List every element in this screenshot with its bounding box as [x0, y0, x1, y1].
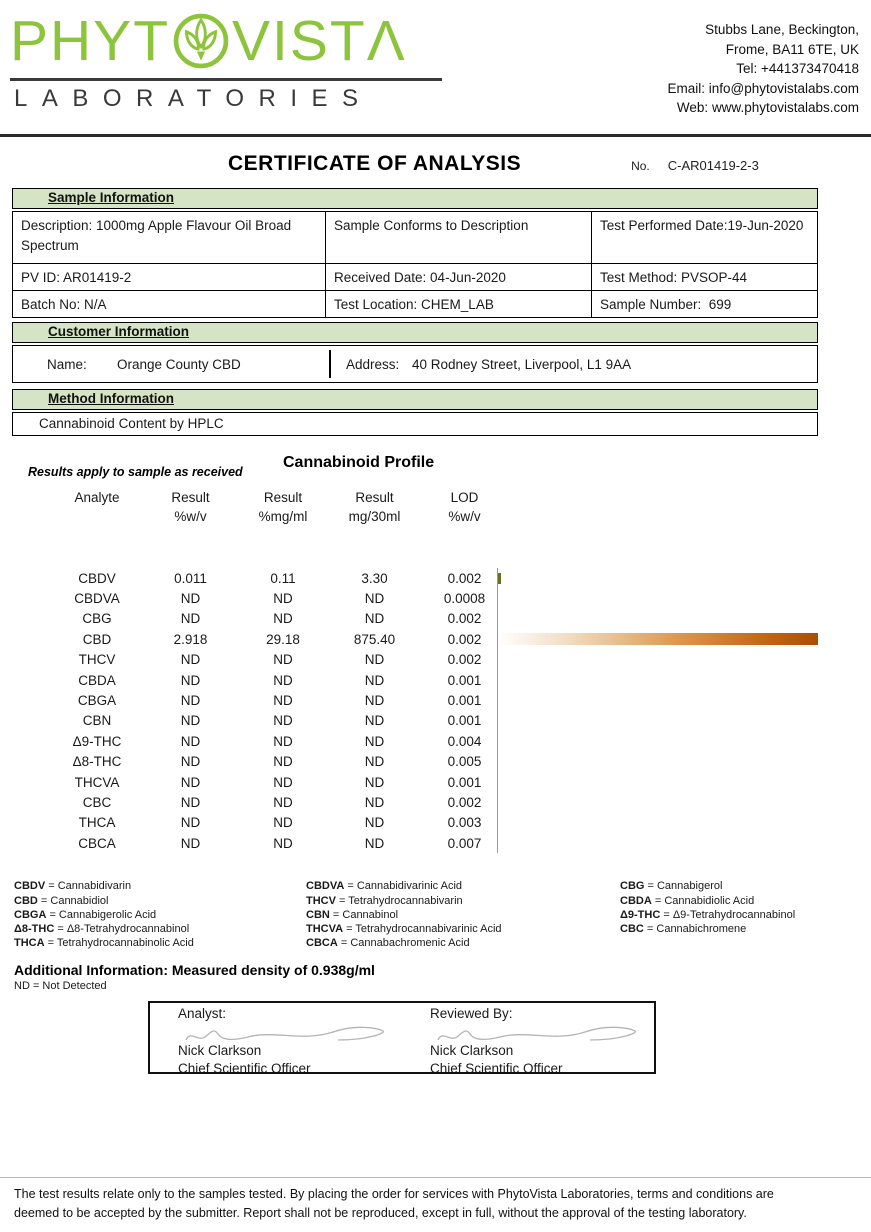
legend-full-name: = Cannabigerol	[644, 880, 723, 893]
analyte-name: THCV	[78, 652, 116, 668]
result-value: 0.007	[447, 835, 482, 851]
legend-abbreviation: CBDVA	[306, 880, 345, 893]
analyte-name: CBC	[82, 794, 112, 810]
results-column-headers	[12, 486, 818, 526]
legend-item	[620, 879, 871, 893]
result-value: ND	[273, 815, 293, 831]
reviewed-by-label: Reviewed By:	[430, 1006, 513, 1022]
results-table-row	[12, 650, 818, 670]
result-bar-track	[497, 650, 818, 670]
result-value: 0.011	[174, 570, 207, 586]
result-value: ND	[180, 774, 201, 790]
legend-item	[620, 894, 871, 908]
result-value: 3.30	[361, 570, 388, 586]
result-value: 0.0008	[443, 591, 486, 607]
legend-abbreviation: THCVA	[306, 923, 344, 936]
analyte-name: CBN	[82, 713, 112, 729]
logo-part-1: PHYT	[10, 9, 171, 73]
result-value: ND	[273, 693, 293, 709]
result-value: ND	[364, 774, 385, 790]
result-value: ND	[364, 794, 385, 810]
pv-id-cell: PV ID: AR01419-2	[13, 263, 326, 290]
logo-part-3: Λ	[366, 9, 407, 73]
result-value: ND	[364, 835, 385, 851]
result-bar	[498, 633, 818, 645]
legend-full-name: = Δ9-Tetrahydrocannabinol	[660, 908, 796, 921]
legend-full-name: = Tetrahydrocannabivarinic Acid	[343, 923, 502, 936]
result-value: ND	[273, 713, 293, 729]
legend-item	[620, 908, 871, 922]
method-information-section	[12, 389, 818, 436]
result-bar-track	[497, 833, 818, 853]
column-header-analyte	[12, 486, 144, 526]
sample-information-section	[12, 188, 818, 318]
legend-item	[620, 922, 871, 936]
contact-address-line-1: Stubbs Lane, Beckington,	[705, 22, 859, 37]
legend-abbreviation: CBCA	[306, 937, 338, 950]
customer-name-value: Orange County CBD	[117, 356, 241, 372]
batch-no-cell: Batch No: N/A	[13, 290, 326, 317]
test-performed-date-cell: Test Performed Date:19-Jun-2020	[600, 218, 804, 233]
results-table-row	[12, 670, 818, 690]
results-table-row	[12, 833, 818, 853]
results-table-row	[12, 629, 818, 649]
result-value: 0.001	[447, 693, 482, 709]
result-value: ND	[273, 591, 293, 607]
legend-item	[306, 922, 620, 936]
result-value: ND	[180, 794, 201, 810]
result-value: ND	[364, 713, 385, 729]
method-information-value: Cannabinoid Content by HPLC	[12, 412, 818, 436]
legend-full-name: = Tetrahydrocannabivarin	[335, 894, 463, 907]
legend-column-2	[306, 879, 620, 950]
logo-block	[10, 8, 442, 134]
column-header-lod	[420, 486, 497, 526]
result-value: 0.004	[447, 733, 482, 749]
customer-name-label: Name:	[47, 356, 87, 372]
results-table-row	[12, 792, 818, 812]
result-value: 0.11	[270, 570, 296, 586]
result-value: ND	[180, 754, 201, 770]
result-value: 0.002	[447, 794, 482, 810]
result-value: 2.918	[173, 631, 208, 647]
result-bar-track	[497, 629, 818, 649]
footer-disclaimer	[14, 1185, 857, 1223]
result-bar-track	[497, 731, 818, 751]
result-bar-track	[497, 609, 818, 629]
contact-email: Email: info@phytovistalabs.com	[667, 80, 859, 96]
legend-full-name: = Cannabichromene	[643, 923, 747, 936]
legend-abbreviation: CBDV	[14, 880, 46, 893]
column-header-result-mg30ml	[329, 486, 420, 526]
customer-address-group	[331, 357, 631, 372]
column-header-line: %w/v	[174, 509, 207, 524]
legend-item	[14, 894, 306, 908]
legend-full-name: = Cannabidiolic Acid	[651, 894, 755, 907]
legend-column-3	[620, 879, 871, 950]
result-value: 29.18	[266, 631, 300, 647]
additional-information: Additional Information: Measured density of 0.938g/ml	[14, 962, 375, 979]
legend-abbreviation: CBG	[620, 880, 645, 893]
analyte-name: Δ9-THC	[72, 733, 122, 749]
column-header-line: Result	[171, 490, 210, 505]
customer-information-heading: Customer Information	[12, 322, 818, 343]
legend-item	[306, 936, 620, 950]
test-method-cell: Test Method: PVSOP-44	[592, 263, 817, 290]
result-bar-track	[497, 813, 818, 833]
result-value: ND	[180, 713, 201, 729]
analyst-signature-block	[150, 1003, 402, 1075]
result-value: ND	[273, 733, 293, 749]
result-value: ND	[273, 652, 293, 668]
analyte-name: CBD	[82, 631, 112, 647]
result-value: ND	[364, 693, 385, 709]
legend-full-name: = Cannabidivarinic Acid	[344, 880, 463, 893]
customer-address-value: 40 Rodney Street, Liverpool, L1 9AA	[412, 356, 632, 372]
customer-address-label: Address:	[346, 356, 400, 372]
legend-full-name: = Tetrahydrocannabinolic Acid	[44, 937, 194, 950]
received-date-cell: Received Date: 04-Jun-2020	[326, 263, 592, 290]
legend-abbreviation: Δ9-THC	[620, 908, 661, 921]
analyte-name: CBDV	[78, 570, 116, 586]
analyte-name: CBDVA	[74, 591, 120, 607]
legend-abbreviation: CBDA	[620, 894, 652, 907]
reviewer-name: Nick Clarkson	[430, 1043, 514, 1059]
logo-wordmark	[10, 8, 442, 74]
result-bar-track	[497, 690, 818, 710]
result-value: 0.005	[447, 754, 482, 770]
column-header-line: Result	[263, 490, 303, 505]
legend-item	[14, 922, 306, 936]
legend-full-name: = Cannabachromenic Acid	[337, 937, 470, 950]
logo-part-2: VIST	[232, 9, 367, 73]
column-header-line: Analyte	[74, 490, 120, 505]
result-value: 0.002	[447, 631, 482, 647]
result-value: 0.002	[447, 652, 482, 668]
contact-web: Web: www.phytovistalabs.com	[676, 100, 859, 115]
legend-column-1	[14, 879, 306, 950]
results-table-row	[12, 772, 818, 792]
lab-contact-block	[667, 8, 859, 134]
legend-item	[306, 879, 620, 893]
result-bar-track	[497, 568, 818, 588]
result-value: ND	[180, 652, 201, 668]
results-table-row	[12, 711, 818, 731]
legend-item	[306, 894, 620, 908]
legend-item	[14, 936, 306, 950]
result-value: ND	[364, 611, 385, 627]
legend-abbreviation: CBN	[306, 908, 330, 921]
certificate-number-label: No.	[631, 159, 650, 173]
result-bar-track	[497, 792, 818, 812]
legend-item	[306, 908, 620, 922]
page-header	[0, 0, 871, 137]
result-value: ND	[364, 591, 385, 607]
result-bar-track	[497, 588, 818, 608]
customer-information-box	[12, 345, 818, 383]
analyte-name: Δ8-THC	[72, 754, 122, 770]
column-header-line: Result	[355, 490, 394, 505]
leaf-icon	[172, 12, 230, 70]
result-value: ND	[273, 794, 293, 810]
result-value: ND	[180, 591, 201, 607]
column-header-result-wv	[144, 486, 237, 526]
results-title: Cannabinoid Profile	[283, 454, 435, 471]
result-value: 0.002	[447, 570, 482, 586]
sample-conforms-cell: Sample Conforms to Description	[326, 212, 592, 263]
test-location-cell: Test Location: CHEM_LAB	[326, 290, 592, 317]
result-bar	[498, 573, 501, 584]
result-value: ND	[180, 733, 201, 749]
reviewer-role: Chief Scientific Officer	[430, 1061, 563, 1075]
analyte-name: THCA	[78, 815, 116, 831]
legend-item	[14, 908, 306, 922]
column-header-line: LOD	[450, 490, 479, 505]
page-title: CERTIFICATE OF ANALYSIS	[228, 152, 522, 175]
result-value: ND	[180, 611, 201, 627]
results-table-row	[12, 588, 818, 608]
results-table-row	[12, 813, 818, 833]
result-bar-track	[497, 752, 818, 772]
result-value: 0.002	[447, 611, 482, 627]
column-header-spacer	[497, 486, 818, 526]
footer-divider	[0, 1177, 871, 1178]
legend-abbreviation: CBGA	[14, 908, 47, 921]
sample-information-heading: Sample Information	[12, 188, 818, 209]
legend-full-name: = Δ8-Tetrahydrocannabinol	[54, 923, 190, 936]
result-value: ND	[364, 754, 385, 770]
customer-name-group	[13, 357, 329, 372]
customer-information-section	[12, 322, 818, 383]
legend-item	[14, 879, 306, 893]
method-information-heading: Method Information	[12, 389, 818, 410]
result-value: ND	[273, 611, 293, 627]
analyte-name: CBG	[82, 611, 112, 627]
result-bar-track	[497, 711, 818, 731]
result-value: 0.001	[447, 713, 482, 729]
result-value: ND	[180, 672, 201, 688]
result-value: ND	[180, 693, 201, 709]
legend-abbreviation: Δ8-THC	[14, 923, 55, 936]
legend-abbreviation: CBD	[14, 894, 38, 907]
result-value: ND	[364, 652, 385, 668]
result-value: 0.001	[447, 774, 482, 790]
results-table-row	[12, 690, 818, 710]
legend-abbreviation: CBC	[620, 923, 644, 936]
result-value: ND	[180, 815, 201, 831]
column-header-line: %w/v	[448, 509, 481, 524]
legend-abbreviation: THCV	[306, 894, 336, 907]
abbreviation-legend	[14, 879, 871, 950]
legend-full-name: = Cannabidivarin	[45, 880, 132, 893]
signature-box	[148, 1001, 656, 1074]
legend-full-name: = Cannabigerolic Acid	[46, 908, 157, 921]
results-table-body	[12, 568, 818, 853]
contact-phone: Tel: +441373470418	[736, 61, 859, 76]
analyst-name: Nick Clarkson	[178, 1043, 262, 1059]
results-table-row	[12, 568, 818, 588]
analyte-name: CBCA	[78, 835, 116, 851]
certificate-number-value: C-AR01419-2-3	[667, 158, 759, 173]
analyte-name: CBGA	[77, 693, 117, 709]
reviewer-signature-block	[402, 1003, 654, 1075]
column-header-result-mgml	[237, 486, 329, 526]
results-table-row	[12, 609, 818, 629]
analyst-role: Chief Scientific Officer	[178, 1061, 311, 1075]
result-value: 0.001	[447, 672, 482, 688]
footer-line-2: deemed to be accepted by the submitter. Report shall not be reproduced, except in full, without the approval of the testing laboratory.	[14, 1206, 747, 1221]
footer-line-1: The test results relate only to the samples tested. By placing the order for services with PhytoVista Laboratories, terms and conditions are	[14, 1187, 774, 1202]
nd-note: ND = Not Detected	[14, 980, 107, 993]
result-value: 875.40	[353, 631, 396, 647]
result-value: ND	[364, 672, 385, 688]
result-value: ND	[273, 672, 293, 688]
analyst-label: Analyst:	[178, 1006, 227, 1022]
column-header-line: %mg/ml	[258, 509, 308, 524]
analyte-name: THCVA	[74, 774, 120, 790]
result-value: ND	[273, 774, 293, 790]
column-header-line: mg/30ml	[348, 509, 401, 524]
results-header-area	[0, 454, 871, 486]
result-value: ND	[180, 835, 201, 851]
results-note: Results apply to sample as received	[28, 465, 243, 479]
result-value: ND	[273, 835, 293, 851]
title-row	[0, 152, 871, 188]
result-value: ND	[273, 754, 293, 770]
logo-subtitle: LABORATORIES	[10, 78, 442, 113]
results-table-row	[12, 752, 818, 772]
legend-full-name: = Cannabinol	[329, 908, 399, 921]
result-value: ND	[364, 733, 385, 749]
sample-number-cell: Sample Number: 699	[592, 290, 817, 317]
result-bar-track	[497, 670, 818, 690]
analyte-name: CBDA	[78, 672, 116, 688]
result-bar-track	[497, 772, 818, 792]
results-table-row	[12, 731, 818, 751]
result-value: 0.003	[447, 815, 482, 831]
contact-address-line-2: Frome, BA11 6TE, UK	[725, 41, 859, 57]
legend-full-name: = Cannabidiol	[37, 894, 109, 907]
result-value: ND	[364, 815, 385, 831]
legend-abbreviation: THCA	[14, 937, 45, 950]
sample-description-cell: Description: 1000mg Apple Flavour Oil Broad Spectrum	[13, 212, 326, 263]
sample-information-table	[12, 211, 818, 318]
